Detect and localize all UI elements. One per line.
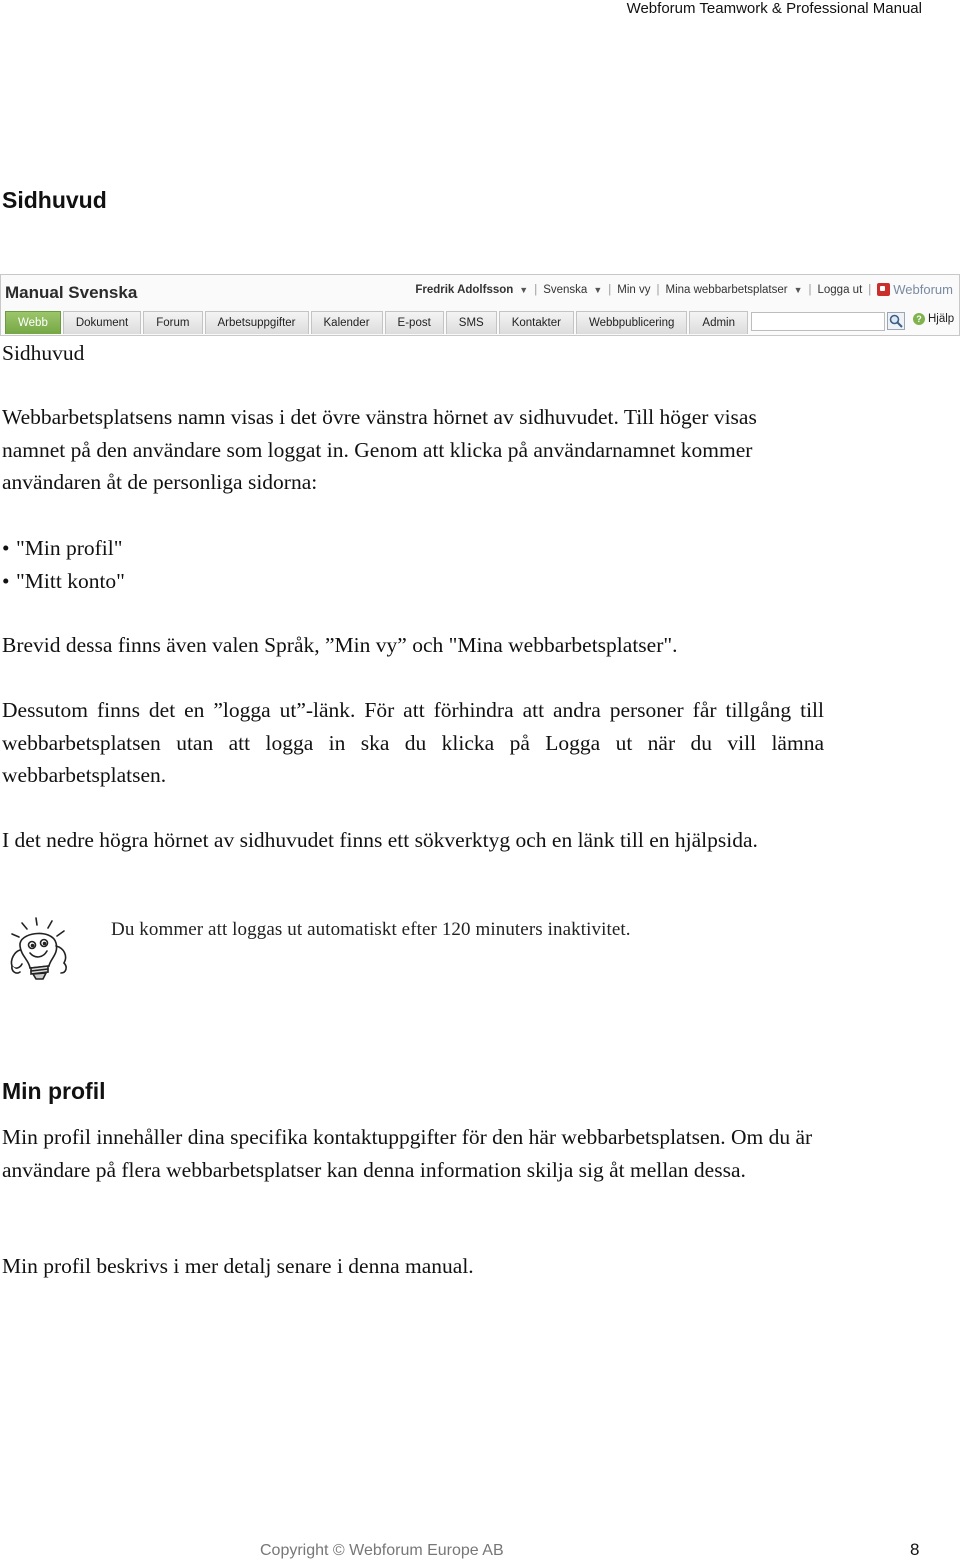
tip-text: Du kommer att loggas ut automatiskt efter 120 minuters inaktivitet. xyxy=(111,919,631,940)
paragraph: Dessutom finns det en ”logga ut”-länk. För att förhindra att andra personer får tillgång till webbarbetsplatsen utan att logga in ska du klicka på Logga ut när du vill lämna webbarbetsplatsen. xyxy=(2,698,824,787)
search-input[interactable] xyxy=(751,312,885,331)
paragraph: I det nedre högra hörnet av sidhuvudet finns ett sökverktyg och en länk till en hjälpsida. xyxy=(2,828,758,852)
list-item: • "Mitt konto" xyxy=(2,568,125,593)
chevron-down-icon: ▼ xyxy=(519,284,529,295)
bullet-list xyxy=(2,532,125,597)
tab-dokument[interactable]: Dokument xyxy=(63,311,141,334)
brand-name: Webforum xyxy=(893,282,953,297)
chevron-down-icon: ▼ xyxy=(793,284,803,295)
site-title: Manual Svenska xyxy=(5,283,138,302)
divider: | xyxy=(608,283,612,296)
paragraph: Min profil beskrivs i mer detalj senare i denna manual. xyxy=(2,1254,474,1278)
user-name-link[interactable]: Fredrik Adolfsson xyxy=(415,283,514,296)
help-icon: ? xyxy=(913,313,925,325)
webforum-logo-icon xyxy=(877,283,890,296)
paragraph: Min profil innehåller dina specifika kontaktuppgifter för den här webbarbetsplatsen. Om du är användare på flera webbarbetsplatser kan denna information skilja sig åt mellan dessa. xyxy=(2,1125,813,1182)
help-link[interactable] xyxy=(913,313,954,325)
tab-arbetsuppgifter[interactable]: Arbetsuppgifter xyxy=(205,311,309,334)
main-tabs xyxy=(5,311,748,334)
tab-sms[interactable]: SMS xyxy=(446,311,497,334)
language-link[interactable]: Svenska xyxy=(543,283,588,296)
tab-webbpublicering[interactable]: Webbpublicering xyxy=(576,311,687,334)
footer-copyright: Copyright © Webforum Europe AB xyxy=(260,1542,504,1559)
section-heading-sidhuvud: Sidhuvud xyxy=(2,187,107,213)
help-label: Hjälp xyxy=(928,313,955,325)
brand-logo xyxy=(877,282,953,297)
list-item: • "Min profil" xyxy=(2,536,123,560)
tab-webb[interactable]: Webb xyxy=(5,311,61,334)
divider: | xyxy=(808,283,812,296)
min-vy-link[interactable]: Min vy xyxy=(617,283,651,296)
tab-admin[interactable]: Admin xyxy=(689,311,748,334)
divider: | xyxy=(656,283,660,296)
divider: | xyxy=(868,283,872,296)
figure-caption: Sidhuvud xyxy=(2,341,85,365)
logout-link[interactable]: Logga ut xyxy=(817,283,863,296)
paragraph: Brevid dessa finns även valen Språk, ”Min vy” och "Mina webbarbetsplatser". xyxy=(2,633,678,657)
page-number: 8 xyxy=(910,1540,920,1559)
section-heading-min-profil: Min profil xyxy=(2,1078,106,1104)
paragraph: Webbarbetsplatsens namn visas i det övre vänstra hörnet av sidhuvudet. Till höger visas namnet på den användare som loggat in. Genom att klicka på användarnamnet kommer användaren åt de personliga sidorna: xyxy=(2,405,757,494)
user-bar xyxy=(415,282,953,297)
tab-kalender[interactable]: Kalender xyxy=(311,311,383,334)
tab-e-post[interactable]: E-post xyxy=(385,311,444,334)
running-header: Webforum Teamwork & Professional Manual xyxy=(626,0,922,17)
search-icon[interactable] xyxy=(887,312,905,330)
header-screenshot xyxy=(0,274,960,336)
tab-kontakter[interactable]: Kontakter xyxy=(499,311,574,334)
tab-forum[interactable]: Forum xyxy=(143,311,202,334)
divider: | xyxy=(534,283,538,296)
workspaces-link[interactable]: Mina webbarbetsplatser xyxy=(665,283,788,296)
chevron-down-icon: ▼ xyxy=(593,284,603,295)
lightbulb-head-icon xyxy=(6,916,72,988)
